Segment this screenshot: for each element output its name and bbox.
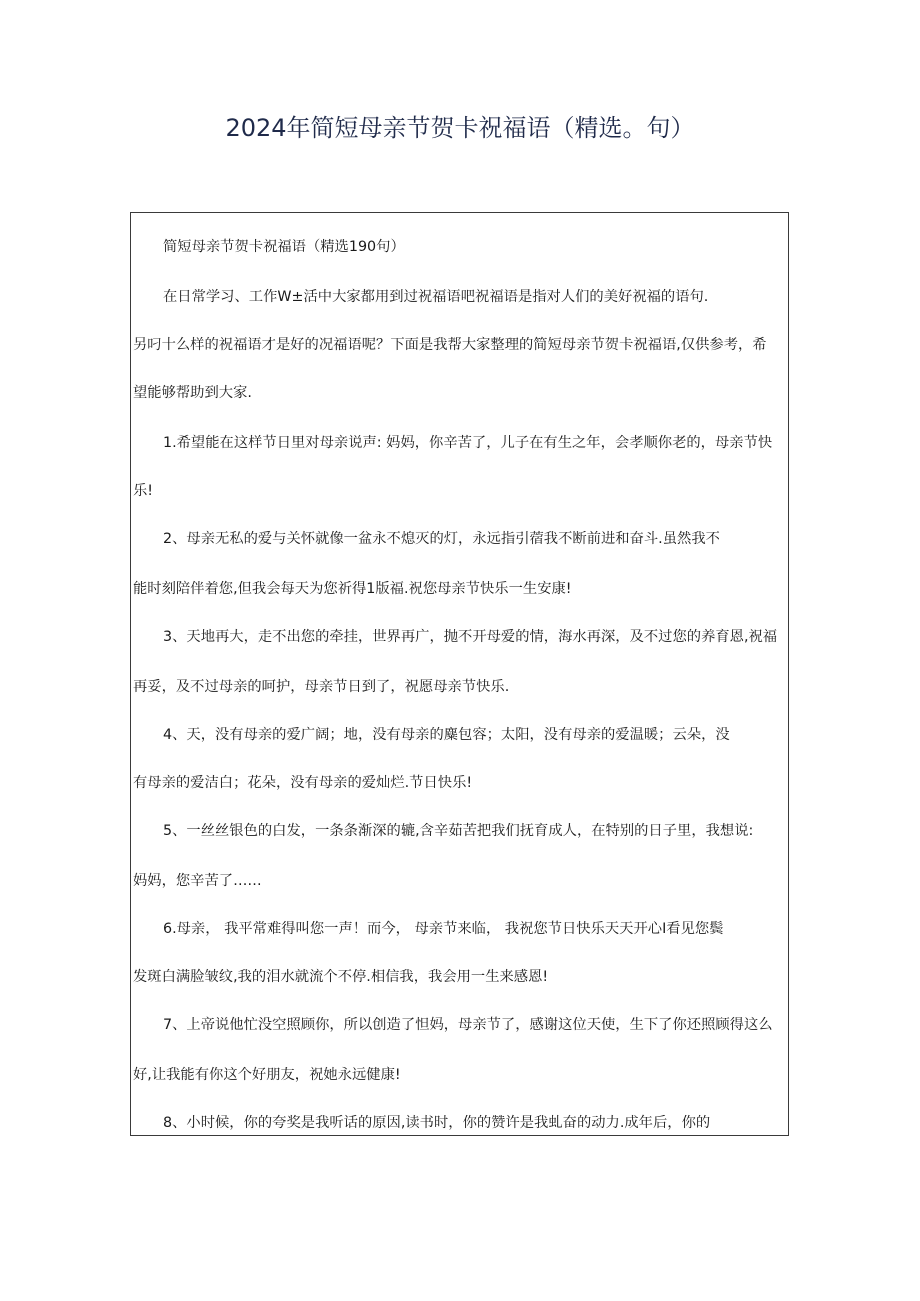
paragraph-line: 妈妈，您辛苦了…… <box>133 873 262 889</box>
paragraph-line: 再妥，及不过母亲的呵护，母亲节日到了，祝愿母亲节快乐. <box>133 679 510 695</box>
paragraph-line: 3、天地再大，走不出您的牵挂，世界再广，抛不开母爱的情，海水再深，及不过您的养育恩,祝福 <box>163 629 778 645</box>
paragraph-line: 发斑白满脸皱纹,我的泪水就流个不停.相信我，我会用一生来感恩! <box>133 969 549 985</box>
content-box <box>130 212 789 1136</box>
paragraph-line: 有母亲的爱洁白；花朵，没有母亲的爱灿烂.节日快乐! <box>133 775 473 791</box>
paragraph-line: 在日常学习、工作W±活中大家都用到过祝福语吧祝福语是指对人们的美好祝福的语句. <box>163 289 709 305</box>
paragraph-line: 8、小时候，你的夸奖是我听话的原因,读书时，你的赞许是我虬奋的动力.成年后，你的 <box>163 1115 711 1131</box>
paragraph-line: 6.母亲， 我平常难得叫您一声！而今， 母亲节来临， 我祝您节日快乐天天开心I看见您鬓 <box>163 921 724 937</box>
paragraph-line: 能时刻陪伴着您,但我会每天为您祈得1版福.祝您母亲节快乐一生安康! <box>133 581 572 597</box>
paragraph-line: 1.希望能在这样节日里对母亲说声: 妈妈，你辛苦了，儿子在有生之年，会孝顺你老的，母亲节快 <box>163 435 773 451</box>
paragraph-line: 另叼十么样的祝福语才是好的况福语呢？下面是我帮大家整理的简短母亲节贺卡祝福语,仅供参考，希 <box>133 337 767 353</box>
paragraph-line: 好,让我能有你这个好朋友，祝她永远健康! <box>133 1067 401 1083</box>
document-title: 2024年简短母亲节贺卡祝福语（精选。句） <box>225 114 695 142</box>
paragraph-line: 乐! <box>133 483 154 499</box>
paragraph-line: 望能够帮助到大家. <box>133 385 252 401</box>
paragraph-line: 5、一丝丝银色的白发，一条条渐深的辘,含辛茹苦把我们抚育成人，在特别的日子里，我想说: <box>163 823 754 839</box>
paragraph-line: 4、天，没有母亲的爱广阔；地，没有母亲的麋包容；太阳，没有母亲的爱温暖；云朵，没 <box>163 727 730 743</box>
paragraph-line: 7、上帝说他忙没空照顾你，所以创造了怛妈，母亲节了，感谢这位天使，生下了你还照顾得这么 <box>163 1017 773 1033</box>
body-heading: 简短母亲节贺卡祝福语（精选190句） <box>163 239 405 255</box>
paragraph-line: 2、母亲无私的爱与关怀就像一盆永不熄灭的灯，永远指引蓿我不断前进和奋斗.虽然我不 <box>163 531 720 547</box>
